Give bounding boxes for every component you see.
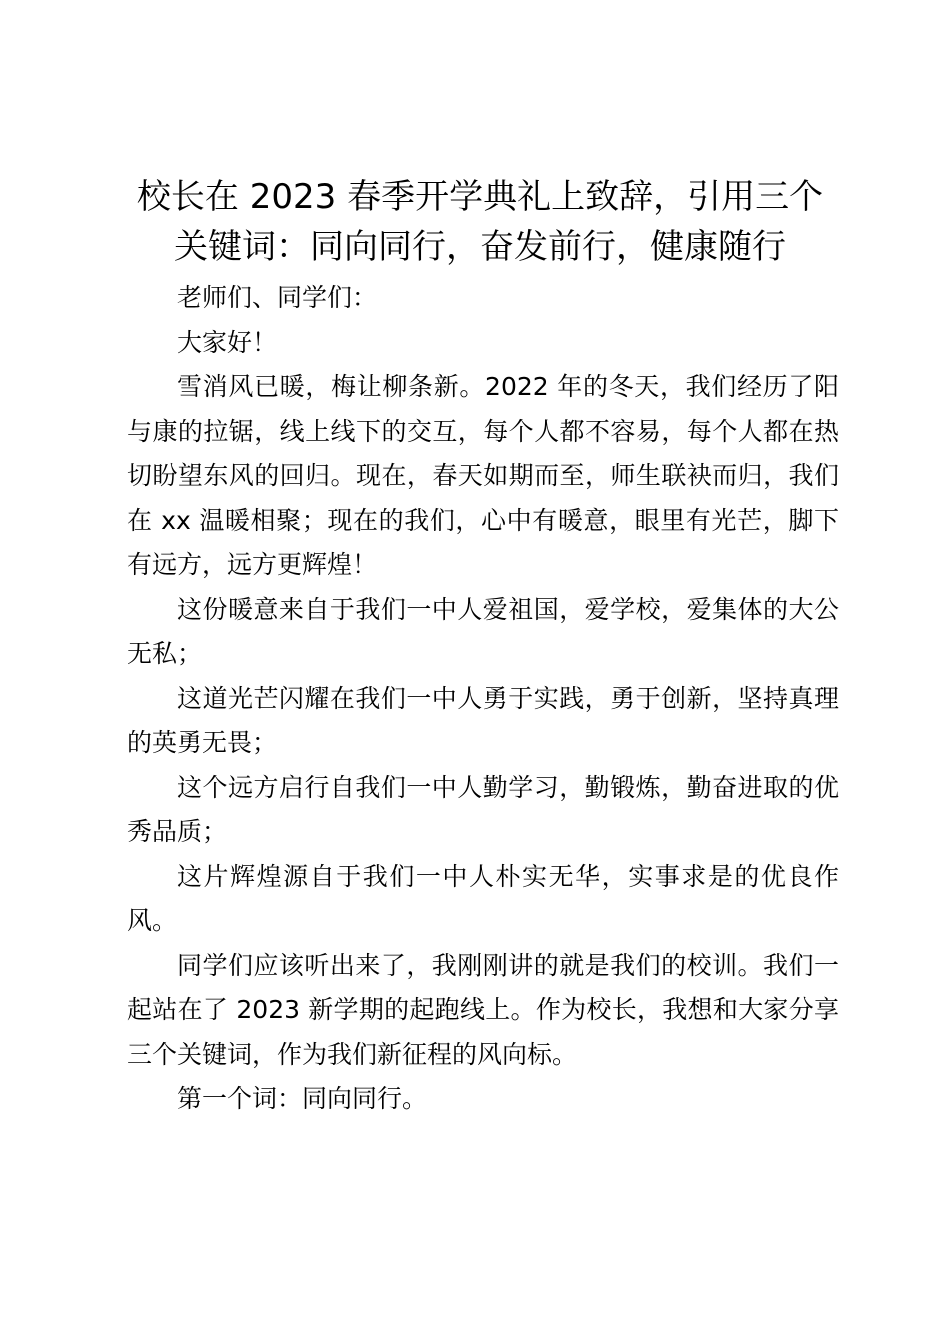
page-title [110,172,850,272]
document-body [127,276,839,1122]
paragraph-light: 这道光芒闪耀在我们一中人勇于实践，勇于创新，坚持真理的英勇无畏； [127,683,839,757]
paragraph-glory: 这片辉煌源自于我们一中人朴实无华，实事求是的优良作风。 [127,861,839,935]
paragraph-opening: 雪消风已暖，梅让柳条新。2022 年的冬天，我们经历了阳与康的拉锯，线上线下的交互，每个人都不容易，每个人都在热切盼望东风的回归。现在，春天如期而至，师生联袂而归，我们在 xx 温暖相聚；现在的我们，心中有暖意，眼里有光芒，脚下有远方，远方更辉煌！ [127,372,839,579]
paragraph-first-keyword: 第一个词：同向同行。 [177,1084,428,1113]
greeting: 大家好！ [177,327,278,357]
salutation: 老师们、同学们： [177,283,378,312]
paragraph-warmth: 这份暖意来自于我们一中人爱祖国，爱学校，爱集体的大公无私； [127,594,839,668]
paragraph-distance: 这个远方启行自我们一中人勤学习，勤锻炼，勤奋进取的优秀品质； [127,772,839,846]
title-line-1: 校长在 2023 春季开学典礼上致辞，引用三个 [136,177,824,217]
paragraph-school-motto: 同学们应该听出来了，我刚刚讲的就是我们的校训。我们一起站在了 2023 新学期的起跑线上。作为校长，我想和大家分享三个关键词，作为我们新征程的风向标。 [127,950,839,1069]
title-line-2: 关键词：同向同行，奋发前行，健康随行 [174,227,786,267]
